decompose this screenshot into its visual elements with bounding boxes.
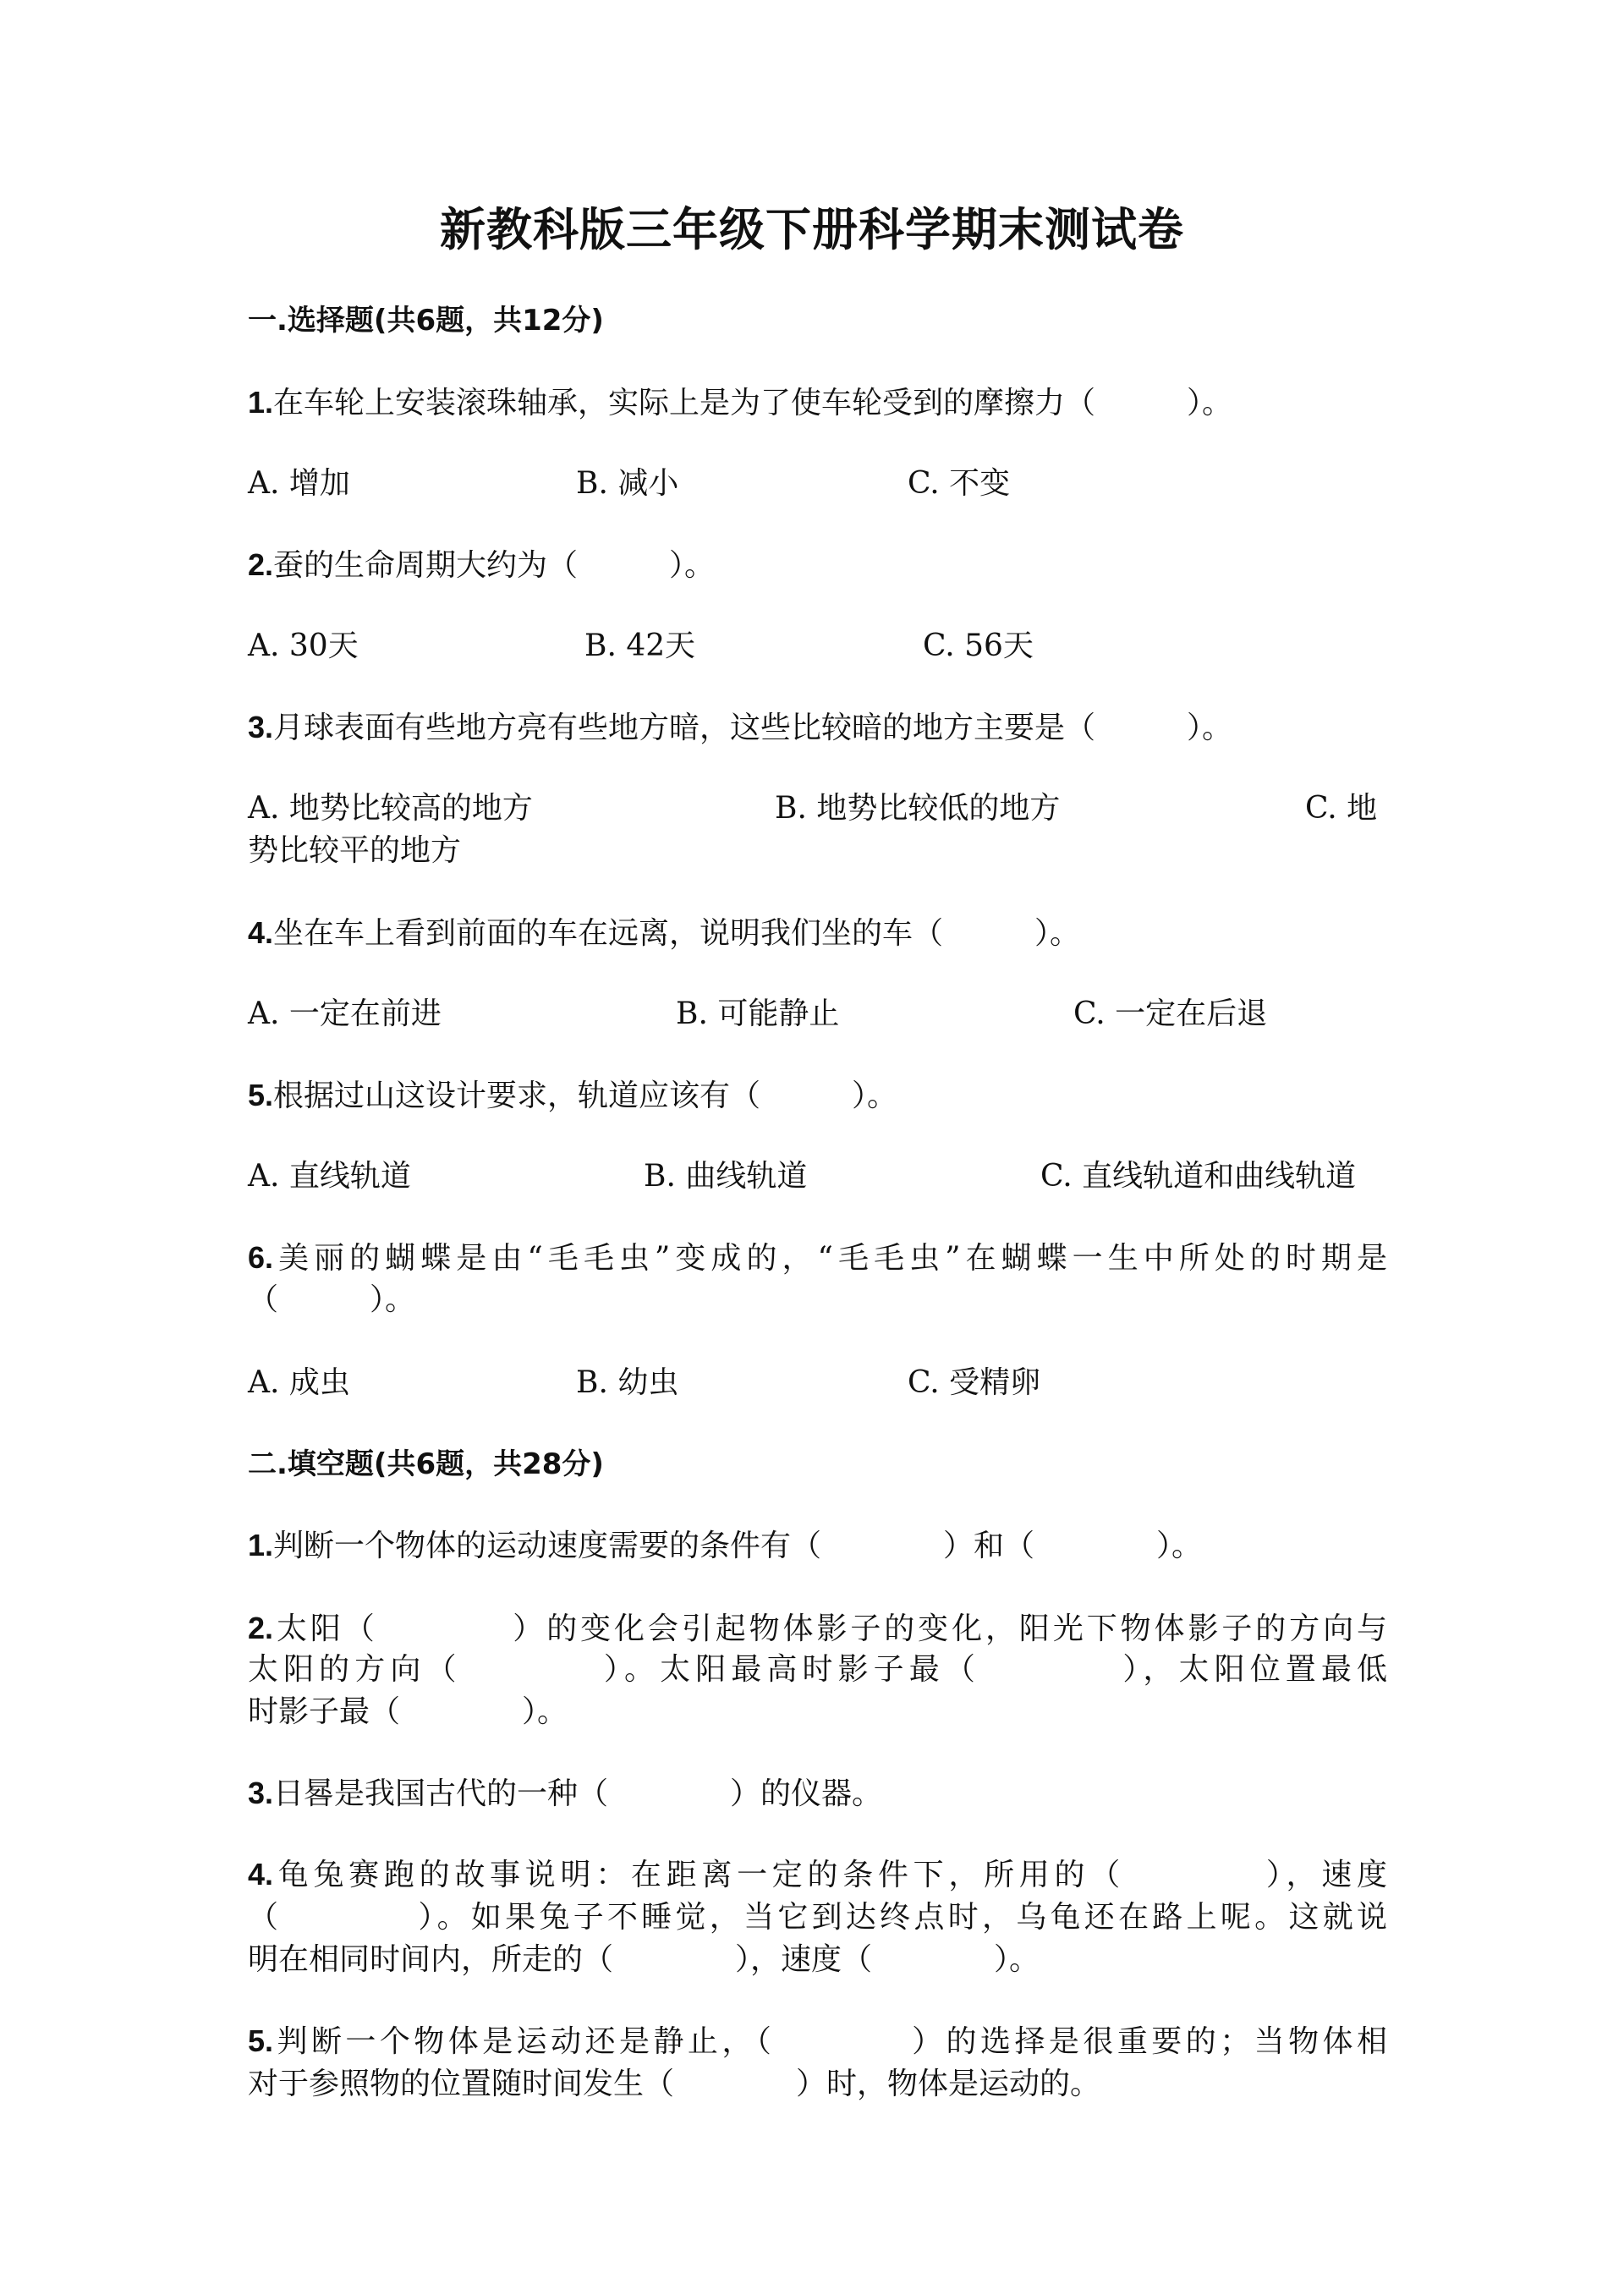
question-number: 1. xyxy=(248,1528,274,1562)
option-b: B. 地势比较低的地方 xyxy=(775,791,1061,826)
option-b: B. 42天 xyxy=(584,629,696,663)
question-text-continued: （ ）。 xyxy=(248,1282,416,1317)
question-number: 5. xyxy=(248,1078,274,1112)
question-text: 美丽的蝴蝶是由“毛毛虫”变成的，“毛毛虫”在蝴蝶一生中所处的时期是 xyxy=(273,1241,1387,1276)
option-c: C. 56天 xyxy=(923,629,1034,663)
fill-question-5 xyxy=(248,2020,1387,2063)
question-number: 4. xyxy=(248,1857,274,1891)
fill-question-2 xyxy=(248,1607,1387,1650)
option-a: A. 30天 xyxy=(248,629,359,663)
question-text-continued: 对于参照物的位置随时间发生（ ）时，物体是运动的。 xyxy=(248,2067,1101,2101)
section-heading-fill: 二.填空题(共6题，共28分) xyxy=(248,1447,604,1481)
question-text-continued: 明在相同时间内，所走的（ ），速度（ ）。 xyxy=(248,1942,1040,1977)
option-c: C. 一定在后退 xyxy=(1073,997,1268,1031)
question-number: 6. xyxy=(248,1240,274,1275)
question-5 xyxy=(248,1074,897,1117)
question-text: 判断一个物体的运动速度需要的条件有（ ）和（ ）。 xyxy=(273,1529,1203,1563)
option-a: A. 增加 xyxy=(248,466,350,501)
fill-question-1 xyxy=(248,1524,1202,1568)
page-title: 新教科版三年级下册科学期末测试卷 xyxy=(440,202,1184,256)
question-number: 2. xyxy=(248,547,274,582)
question-text: 龟兔赛跑的故事说明：在距离一定的条件下，所用的（ ），速度 xyxy=(273,1858,1387,1892)
option-b: B. 可能静止 xyxy=(676,997,840,1031)
question-2 xyxy=(248,544,715,587)
question-text: 日晷是我国古代的一种（ ）的仪器。 xyxy=(273,1776,883,1811)
option-a: A. 一定在前进 xyxy=(248,997,442,1031)
option-a: A. 地势比较高的地方 xyxy=(248,791,533,826)
question-text: 蚕的生命周期大约为（ ）。 xyxy=(273,548,716,583)
question-text-continued: 太阳的方向（ ）。太阳最高时影子最（ ），太阳位置最低 xyxy=(248,1652,1387,1687)
question-4 xyxy=(248,912,1080,955)
question-number: 1. xyxy=(248,385,274,420)
question-text-continued: （ ）。如果兔子不睡觉，当它到达终点时，乌龟还在路上呢。这就说 xyxy=(248,1900,1387,1935)
fill-question-4 xyxy=(248,1853,1387,1897)
option-c-continued: 势比较平的地方 xyxy=(248,833,462,868)
option-c: C. 受精卵 xyxy=(908,1365,1041,1400)
option-b: B. 幼虫 xyxy=(576,1365,679,1400)
option-b: B. 减小 xyxy=(576,466,679,501)
question-text: 在车轮上安装滚珠轴承，实际上是为了使车轮受到的摩擦力（ ）。 xyxy=(273,386,1233,420)
question-text: 判断一个物体是运动还是静止，（ ）的选择是很重要的；当物体相 xyxy=(273,2024,1387,2059)
option-a: A. 直线轨道 xyxy=(248,1159,411,1194)
question-number: 4. xyxy=(248,915,274,950)
option-b: B. 曲线轨道 xyxy=(644,1159,808,1194)
question-number: 3. xyxy=(248,710,274,744)
question-text: 太阳（ ）的变化会引起物体影子的变化，阳光下物体影子的方向与 xyxy=(273,1611,1387,1646)
question-3 xyxy=(248,706,1232,749)
question-text: 坐在车上看到前面的车在远离，说明我们坐的车（ ）。 xyxy=(273,916,1081,951)
question-number: 3. xyxy=(248,1776,274,1810)
question-text-continued: 时影子最（ ）。 xyxy=(248,1694,568,1729)
fill-question-3 xyxy=(248,1772,882,1815)
option-a: A. 成虫 xyxy=(248,1365,350,1400)
section-heading-choice: 一.选择题(共6题，共12分) xyxy=(248,304,604,338)
question-number: 5. xyxy=(248,2023,274,2058)
option-c: C. 直线轨道和曲线轨道 xyxy=(1040,1159,1357,1194)
question-1 xyxy=(248,382,1232,425)
option-c: C. 不变 xyxy=(908,466,1011,501)
question-text: 根据过山这设计要求，轨道应该有（ ）。 xyxy=(273,1079,898,1113)
question-6 xyxy=(248,1237,1387,1280)
option-c: C. 地 xyxy=(1305,791,1378,826)
question-number: 2. xyxy=(248,1611,274,1645)
question-text: 月球表面有些地方亮有些地方暗，这些比较暗的地方主要是（ ）。 xyxy=(273,711,1233,745)
